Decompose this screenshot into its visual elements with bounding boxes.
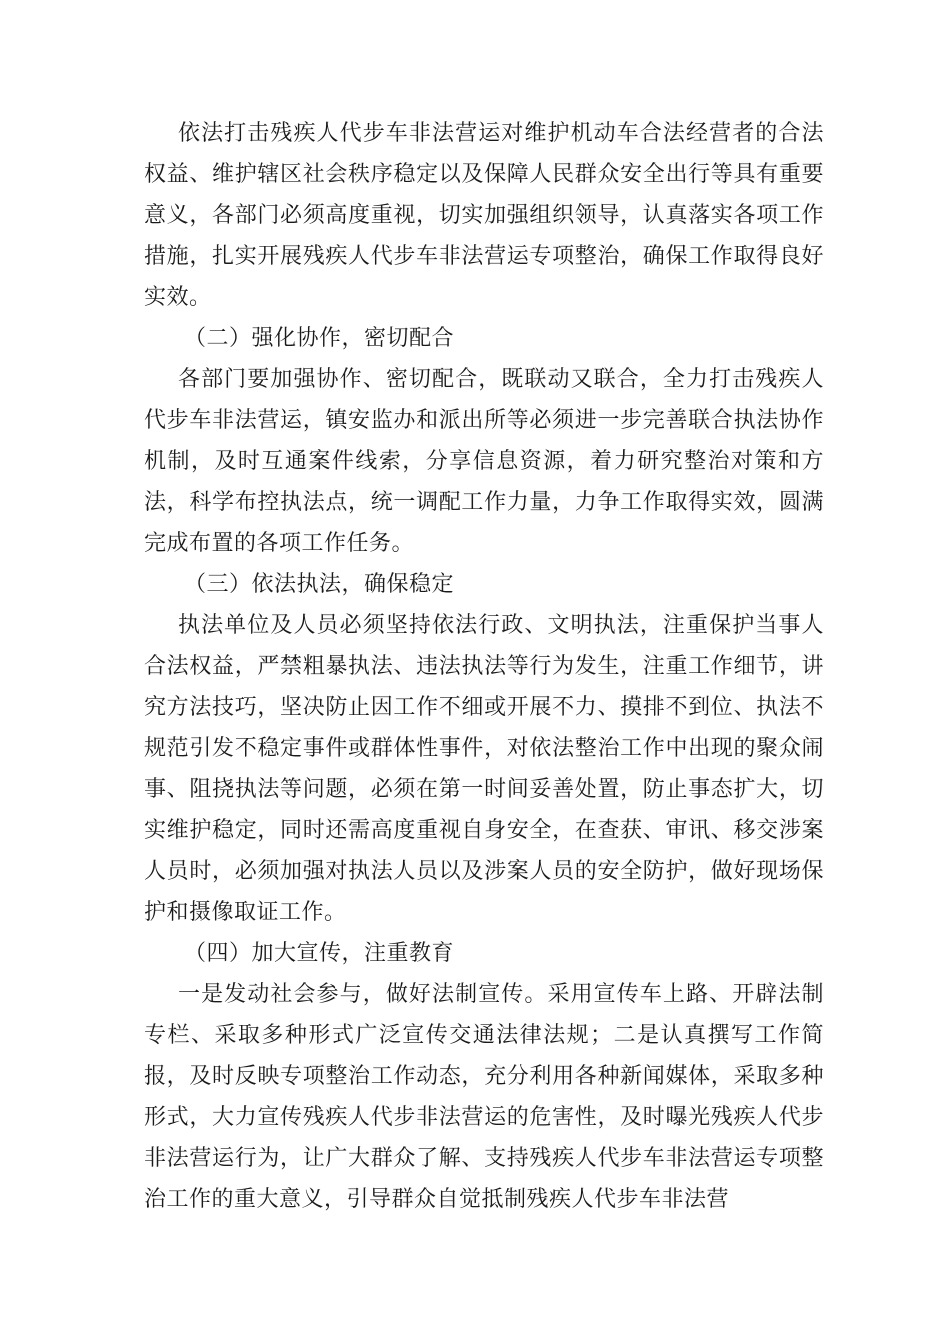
section-heading-3: （三）依法执法，确保稳定 bbox=[184, 572, 455, 597]
section-heading-2: （二）强化协作，密切配合 bbox=[184, 326, 455, 351]
paragraph-significance: 依法打击残疾人代步车非法营运对维护机动车合法经营者的合法权益、维护辖区社会秩序稳定以及保障人民群众安全出行等具有重要意义，各部门必须高度重视，切实加强组织领导，认真落实各项工作措施，扎实开展残疾人代步车非法营运专项整治，确保工作取得良好实效。 bbox=[144, 121, 824, 310]
document-body bbox=[144, 113, 824, 1220]
paragraph-publicity: 一是发动社会参与，做好法制宣传。采用宣传车上路、开辟法制专栏、采取多种形式广泛宣传交通法律法规；二是认真撰写工作简报，及时反映专项整治工作动态，充分利用各种新闻媒体，采取多种形式，大力宣传残疾人代步非法营运的危害性，及时曝光残疾人代步非法营运行为，让广大群众了解、支持残疾人代步车非法营运专项整治工作的重大意义，引导群众自觉抵制残疾人代步车非法营 bbox=[144, 982, 824, 1212]
section-heading-4: （四）加大宣传，注重教育 bbox=[184, 941, 455, 966]
paragraph-law-enforcement: 执法单位及人员必须坚持依法行政、文明执法，注重保护当事人合法权益，严禁粗暴执法、违法执法等行为发生，注重工作细节，讲究方法技巧，坚决防止因工作不细或开展不力、摸排不到位、执法不规范引发不稳定事件或群体性事件，对依法整治工作中出现的聚众闹事、阻挠执法等问题，必须在第一时间妥善处置，防止事态扩大，切实维护稳定，同时还需高度重视自身安全，在查获、审讯、移交涉案人员时，必须加强对执法人员以及涉案人员的安全防护，做好现场保护和摄像取证工作。 bbox=[144, 613, 824, 925]
paragraph-cooperation: 各部门要加强协作、密切配合，既联动又联合，全力打击残疾人代步车非法营运，镇安监办和派出所等必须进一步完善联合执法协作机制，及时互通案件线索，分享信息资源，着力研究整治对策和方法，科学布控执法点，统一调配工作力量，力争工作取得实效，圆满完成布置的各项工作任务。 bbox=[144, 367, 824, 556]
